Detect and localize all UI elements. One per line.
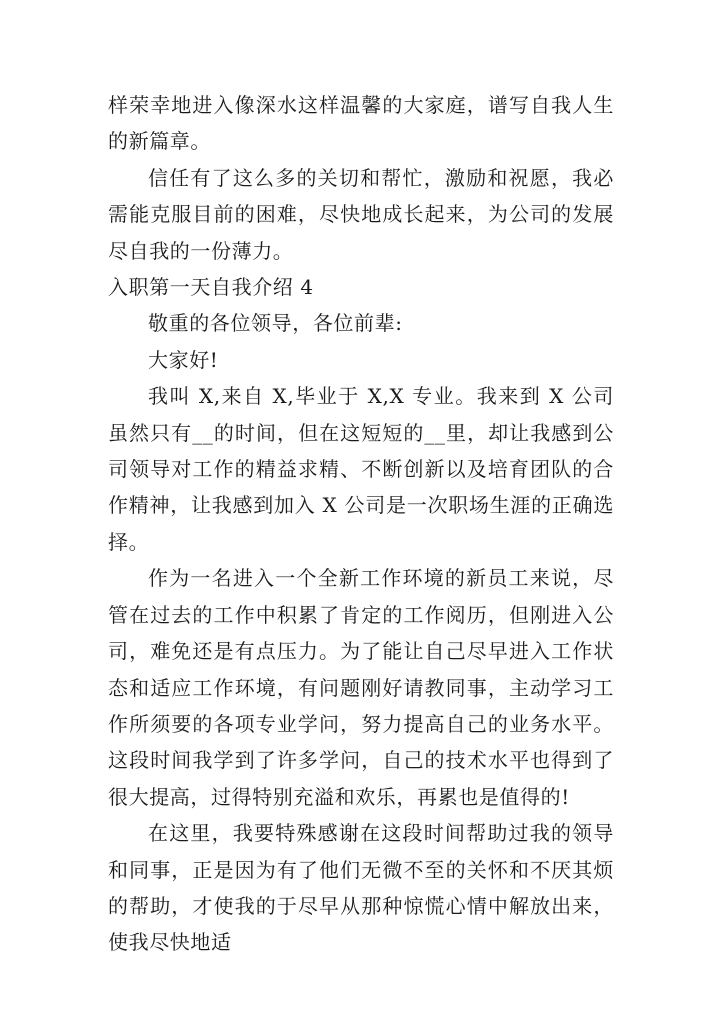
document-body bbox=[108, 87, 614, 961]
paragraph-salutation: 敬重的各位领导，各位前辈: bbox=[148, 311, 403, 336]
continuation-paragraph: 样荣幸地进入像深水这样温馨的大家庭，谱写自我人生的新篇章。 bbox=[108, 93, 614, 154]
section-heading: 入职第一天自我介绍 4 bbox=[108, 275, 314, 300]
paragraph-thanks: 在这里，我要特殊感谢在这段时间帮助过我的领导和同事，正是因为有了他们无微不至的关怀和不厌其烦的帮助，才使我的于尽早从那种惊慌心情中解放出来，使我尽快地适 bbox=[108, 821, 614, 955]
paragraph-greeting: 大家好! bbox=[148, 347, 219, 372]
paragraph-new-employee: 作为一名进入一个全新工作环境的新员工来说，尽管在过去的工作中积累了肯定的工作阅历，但刚进入公司，难免还是有点压力。为了能让自己尽早进入工作状态和适应工作环境，有问题刚好请教同事，主动学习工作所须要的各项专业学问，努力提高自己的业务水平。这段时间我学到了许多学问，自己的技术水平也得到了很大提高，过得特别充溢和欢乐，再累也是值得的! bbox=[108, 566, 614, 809]
paragraph-trust: 信任有了这么多的关切和帮忙，激励和祝愿，我必需能克服目前的困难，尽快地成长起来，为公司的发展尽自我的一份薄力。 bbox=[108, 165, 614, 263]
paragraph-introduction: 我叫 X,来自 X,毕业于 X,X 专业。我来到 X 公司虽然只有__的时间，但在这短短的__里，却让我感到公司领导对工作的精益求精、不断创新以及培育团队的合作精神，让我感到加入 X 公司是一次职场生涯的正确选择。 bbox=[108, 384, 614, 554]
